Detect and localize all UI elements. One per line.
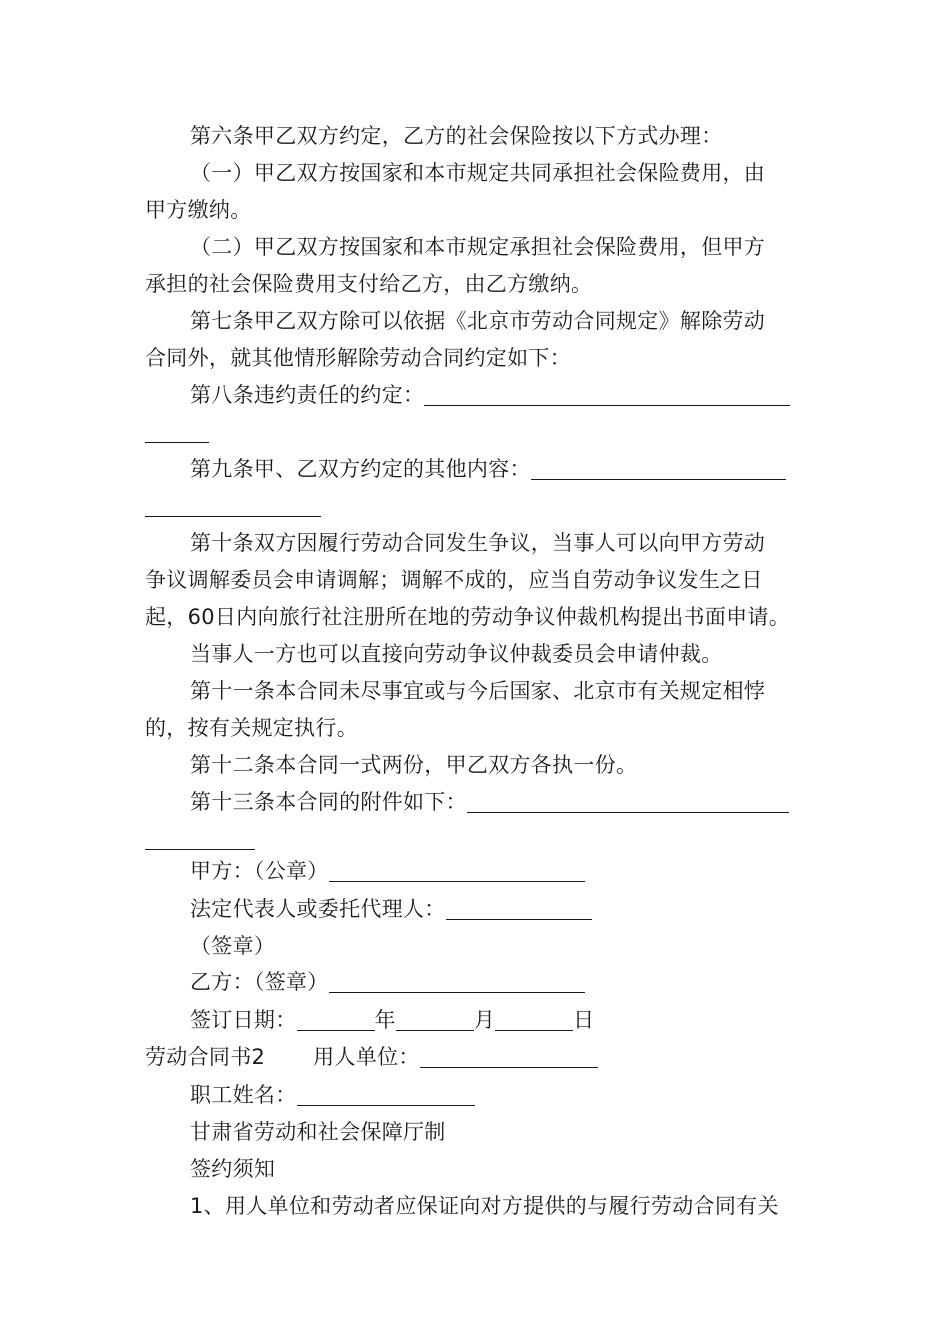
employee-blank <box>297 1083 475 1106</box>
blank-line <box>145 827 255 850</box>
article-8-blank <box>424 383 790 406</box>
article-11-line-1: 第十一条本合同未尽事宜或与今后国家、北京市有关规定相悖 <box>190 679 766 703</box>
party-a-label: 甲方：（公章） <box>190 859 329 883</box>
notice-item-1: 1、用人单位和劳动者应保证向对方提供的与履行劳动合同有关 <box>190 1194 779 1218</box>
employee-label: 职工姓名： <box>190 1083 297 1107</box>
party-b-line <box>190 964 810 1001</box>
article-6-item-2-line-2: 承担的社会保险费用支付给乙方，由乙方缴纳。 <box>145 272 593 296</box>
blank-line <box>145 420 209 443</box>
day-blank <box>495 1008 573 1031</box>
legal-rep-label: 法定代表人或委托代理人： <box>190 897 446 921</box>
article-11-line-2: 的，按有关规定执行。 <box>145 716 358 740</box>
legal-rep-line <box>190 891 810 928</box>
article-9-line <box>190 451 810 488</box>
article-8-label: 第八条违约责任的约定： <box>190 383 425 407</box>
party-b-label: 乙方：（签章） <box>190 970 329 994</box>
article-8-line <box>190 377 810 414</box>
article-13-label: 第十三条本合同的附件如下： <box>190 790 467 814</box>
employer-label: 用人单位： <box>313 1045 420 1069</box>
article-6-item-1-line-1: （一）甲乙双方按国家和本市规定共同承担社会保险费用，由 <box>190 161 766 185</box>
article-13-blank <box>467 790 789 813</box>
article-6-item-2-line-1: （二）甲乙双方按国家和本市规定承担社会保险费用，但甲方 <box>190 235 766 259</box>
party-b-blank <box>329 970 585 993</box>
party-a-line <box>190 853 810 890</box>
party-a-blank <box>329 859 585 882</box>
sign-date-label: 签订日期： <box>190 1008 297 1032</box>
article-7-line-2: 合同外，就其他情形解除劳动合同约定如下： <box>145 346 571 370</box>
article-13-line <box>190 784 810 821</box>
article-7-line-1: 第七条甲乙双方除可以依据《北京市劳动合同规定》解除劳动 <box>190 309 766 333</box>
year-label: 年 <box>374 1008 396 1032</box>
contract-2-title: 劳动合同书2 <box>145 1045 266 1069</box>
month-label: 月 <box>473 1008 496 1032</box>
article-9-blank-continued <box>145 488 810 525</box>
employer-blank <box>420 1045 598 1068</box>
article-10-line-3: 起，60日内向旅行社注册所在地的劳动争议仲裁机构提出书面申请。 <box>145 605 791 629</box>
article-10-line-4: 当事人一方也可以直接向劳动争议仲裁委员会申请仲裁。 <box>190 642 723 666</box>
article-10-line-2: 争议调解委员会申请调解；调解不成的，应当自劳动争议发生之日 <box>145 568 763 592</box>
month-blank <box>396 1008 474 1031</box>
legal-rep-blank <box>446 897 592 920</box>
sign-date-line <box>190 1002 810 1039</box>
employee-line <box>190 1077 810 1114</box>
article-6-heading: 第六条甲乙双方约定，乙方的社会保险按以下方式办理： <box>190 124 723 148</box>
blank-line <box>145 494 321 517</box>
article-8-blank-continued <box>145 414 810 451</box>
article-9-label: 第九条甲、乙双方约定的其他内容： <box>190 457 531 481</box>
article-12: 第十二条本合同一式两份，甲乙双方各执一份。 <box>190 753 638 777</box>
issuer: 甘肃省劳动和社会保障厅制 <box>190 1120 446 1144</box>
year-blank <box>297 1008 375 1031</box>
contract-2-line <box>145 1039 810 1076</box>
article-10-line-1: 第十条双方因履行劳动合同发生争议，当事人可以向甲方劳动 <box>190 531 766 555</box>
article-9-blank <box>531 457 786 480</box>
notice-heading: 签约须知 <box>190 1157 276 1181</box>
article-6-item-1-line-2: 甲方缴纳。 <box>145 198 252 222</box>
day-label: 日 <box>573 1008 595 1032</box>
seal-label: （签章） <box>190 934 276 958</box>
